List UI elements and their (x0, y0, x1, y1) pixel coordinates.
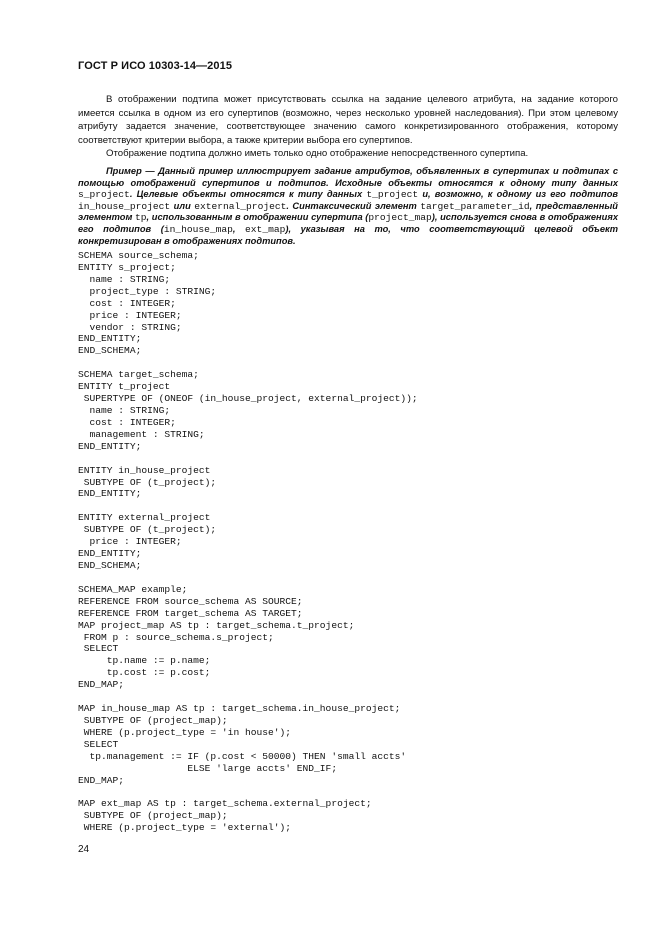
code-line (78, 453, 418, 465)
code-line: END_ENTITY; (78, 488, 142, 500)
code-term: ext_map (245, 223, 286, 235)
code-line: END_MAP; (78, 679, 125, 691)
code-term: target_parameter_id (420, 200, 530, 212)
code-line: cost : INTEGER; (78, 297, 176, 309)
code-line: ENTITY external_project (78, 512, 211, 524)
code-line (78, 500, 418, 512)
code-line: vendor : STRING; (78, 321, 182, 333)
code-line: SUBTYPE OF (t_project); (78, 476, 217, 488)
code-line (78, 786, 418, 798)
document-header: ГОСТ Р ИСО 10303-14—2015 (78, 60, 233, 72)
code-line: ENTITY s_project; (78, 261, 176, 273)
code-line: ENTITY t_project (78, 381, 171, 393)
code-line: WHERE (p.project_type = 'in house'); (78, 726, 292, 738)
paragraph: В отображении подтипа может присутствовать ссылка на задание целевого атрибута, на задание которого имеется ссылка в одном из его супертипов (возможно, через несколько уровней наследования). При этом целевому атрибуту задается значение, соответствующее значению самого конкретизированного отображения, которому соответствуют критерии выбора, а также критерии выбора его супертипов. (78, 94, 618, 146)
page-number: 24 (78, 844, 90, 855)
code-term: t_project (366, 189, 419, 201)
code-line: MAP project_map AS tp : target_schema.t_project; (78, 619, 355, 631)
example-note (78, 166, 618, 247)
code-term: external_project (194, 200, 287, 212)
code-line: cost : INTEGER; (78, 416, 176, 428)
code-line: END_ENTITY; (78, 548, 142, 560)
example-text: , (232, 223, 246, 234)
code-line: name : STRING; (78, 404, 171, 416)
code-line: END_SCHEMA; (78, 559, 142, 571)
code-line: SCHEMA target_schema; (78, 369, 199, 381)
code-line: ENTITY in_house_project (78, 464, 211, 476)
code-line (78, 691, 418, 703)
code-line: SCHEMA_MAP example; (78, 583, 188, 595)
code-line: SUBTYPE OF (project_map); (78, 714, 228, 726)
paragraph: Отображение подтипа должно иметь только одно отображение непосредственного супертипа. (106, 148, 529, 159)
code-term: project_map (368, 212, 432, 224)
code-line: REFERENCE FROM source_schema AS SOURCE; (78, 595, 303, 607)
code-line: SCHEMA source_schema; (78, 250, 199, 261)
example-text: Пример — Данный пример иллюстрирует задание атрибутов, объявленных в супертипах и подтипах с помощью отображений супертипов и подтипов. Исходные объекты относятся к одному типу данных (78, 166, 618, 188)
code-line: END_MAP; (78, 774, 125, 786)
code-line: END_SCHEMA; (78, 345, 142, 357)
code-line: management : STRING; (78, 428, 205, 440)
code-line: WHERE (p.project_type = 'external'); (78, 822, 292, 834)
code-line: MAP in_house_map AS tp : target_schema.in_house_project; (78, 703, 401, 715)
code-line: tp.management := IF (p.cost < 50000) THEN 'small accts' (78, 750, 407, 762)
code-line: END_ENTITY; (78, 333, 142, 345)
code-line: FROM p : source_schema.s_project; (78, 631, 274, 643)
example-text: . Целевые объекты относятся к типу данных (129, 189, 367, 200)
code-line: END_ENTITY; (78, 440, 142, 452)
code-line: MAP ext_map AS tp : target_schema.external_project; (78, 798, 372, 810)
code-line: SUPERTYPE OF (ONEOF (in_house_project, external_project)); (78, 393, 418, 405)
code-term: s_project (78, 189, 130, 201)
code-term: in_house_project (78, 200, 171, 212)
example-paragraph (78, 166, 618, 247)
code-line (78, 357, 418, 369)
example-text: и, возможно, к одному из его подтипов (418, 189, 618, 200)
code-line: ELSE 'large accts' END_IF; (78, 762, 338, 774)
code-line: SELECT (78, 643, 119, 655)
body-text (78, 93, 618, 161)
code-line: SUBTYPE OF (t_project); (78, 524, 217, 536)
code-line: name : STRING; (78, 273, 171, 285)
example-text: . Синтаксический элемент (286, 200, 421, 211)
code-line: price : INTEGER; (78, 309, 182, 321)
code-line: tp.name := p.name; (78, 655, 211, 667)
example-text: ), используется снова в отображениях его подтипов ( (78, 212, 618, 234)
code-line: price : INTEGER; (78, 536, 182, 548)
code-listing (78, 250, 418, 834)
code-line: REFERENCE FROM target_schema AS TARGET; (78, 607, 303, 619)
code-term: in_house_map (163, 223, 233, 235)
code-line (78, 572, 418, 584)
example-text: или (170, 200, 195, 211)
code-line: SUBTYPE OF (project_map); (78, 810, 228, 822)
code-term: tp (135, 212, 147, 224)
example-text: ), указывая на то, что соответствующий целевой объект конкретизирован в отображениях подтипов. (78, 223, 618, 246)
code-line: tp.cost := p.cost; (78, 667, 211, 679)
example-text: , использованным в отображении супертипа ( (146, 212, 369, 223)
code-line: SELECT (78, 738, 119, 750)
code-line: project_type : STRING; (78, 285, 217, 297)
example-text: , представленный элементом (78, 200, 618, 223)
